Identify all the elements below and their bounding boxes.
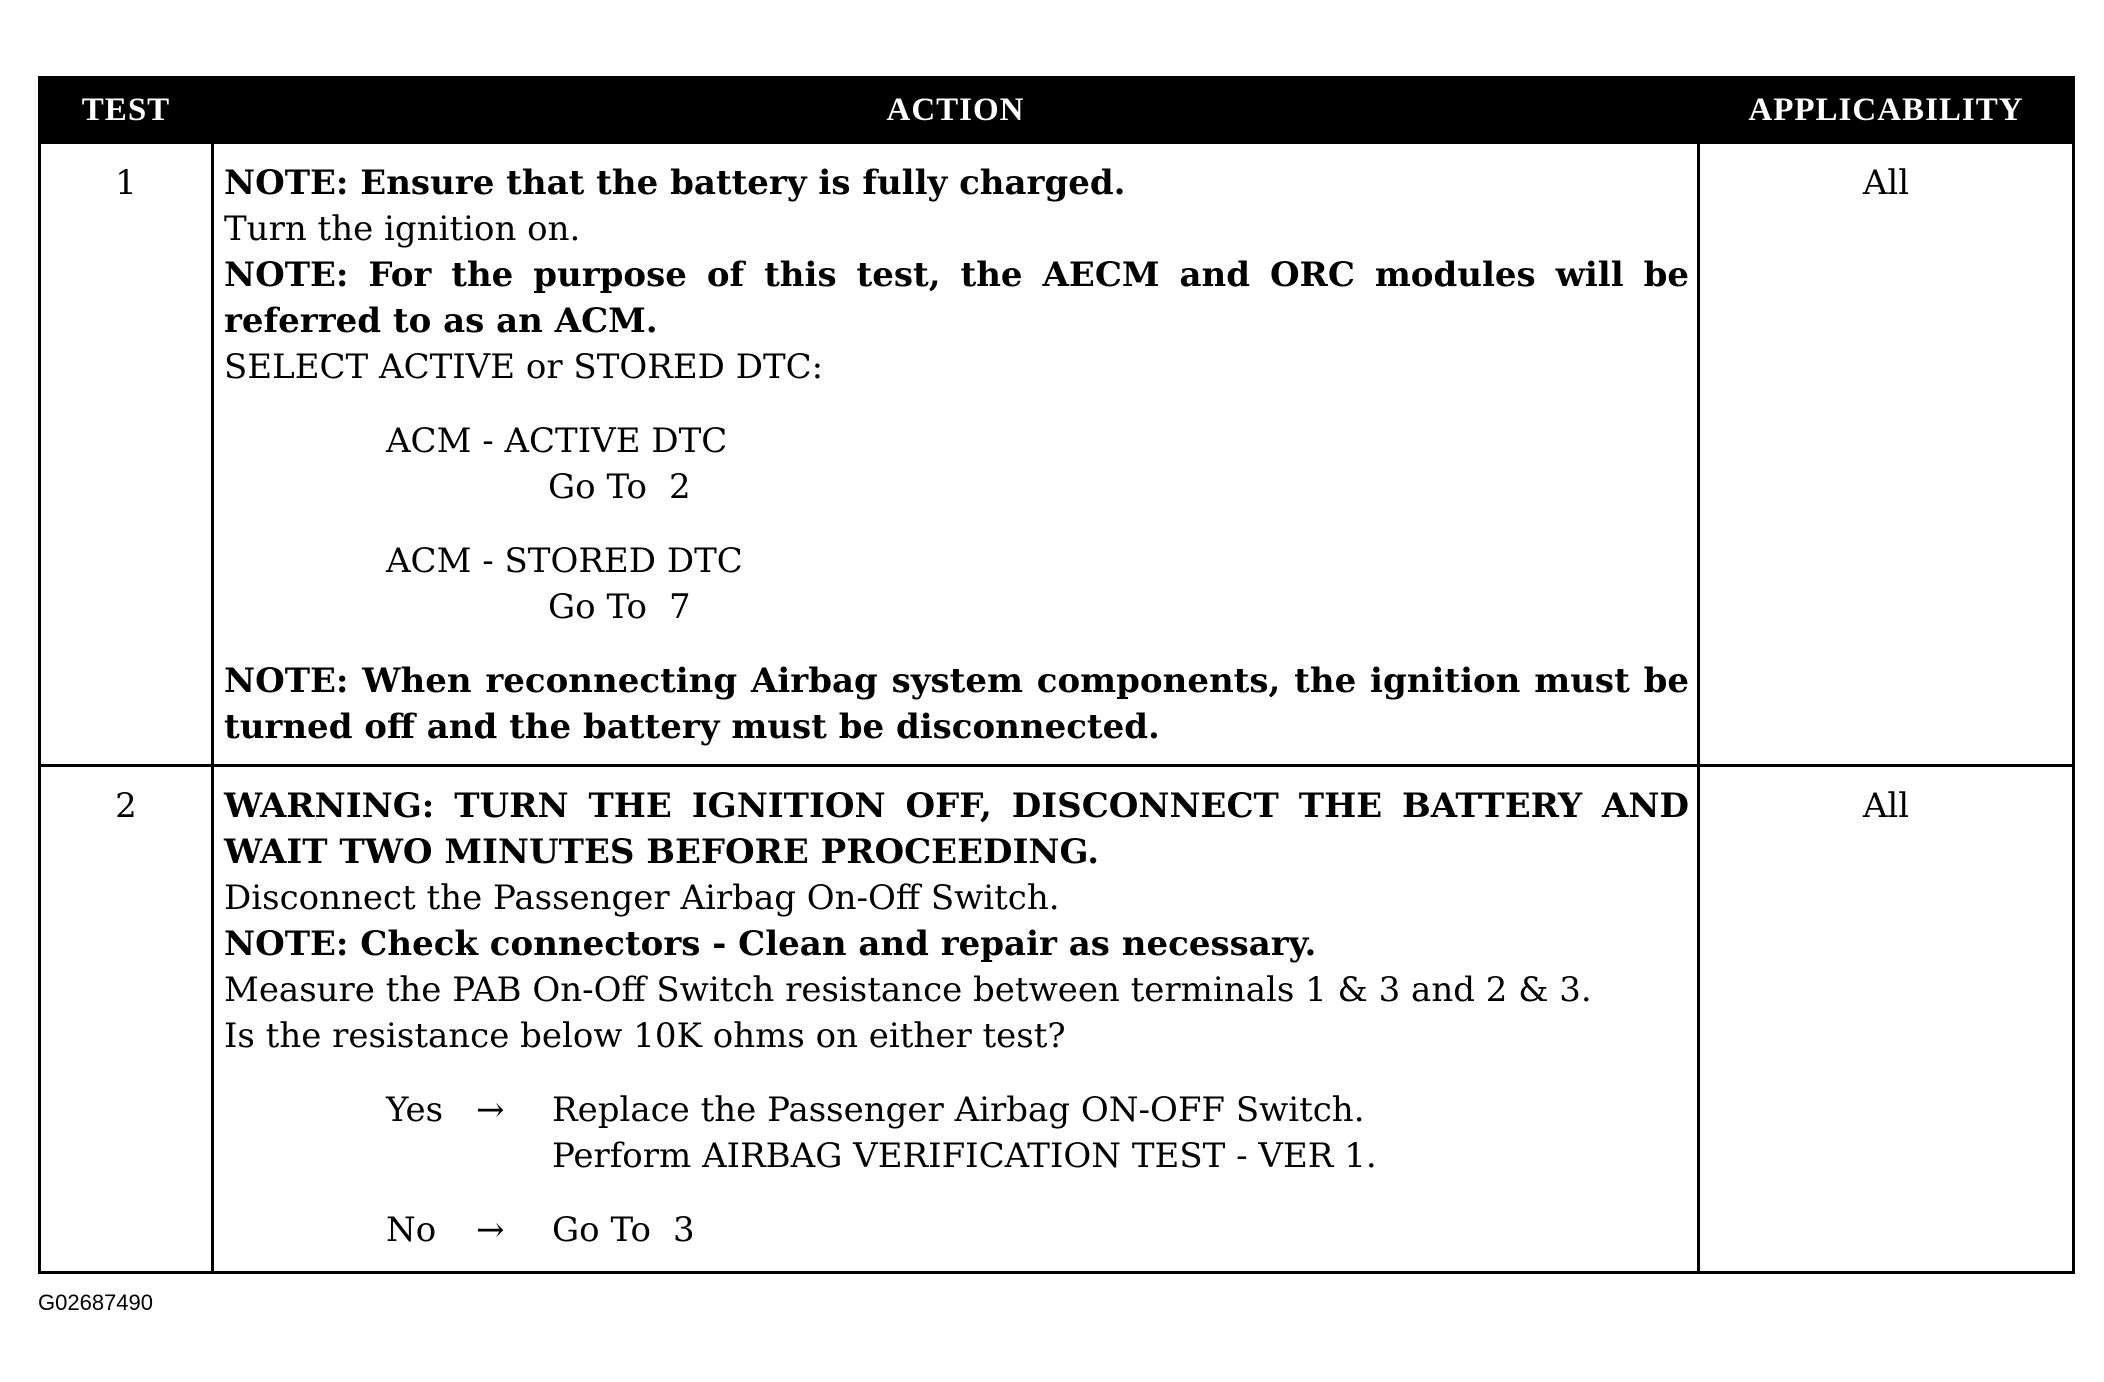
goto-instruction — [224, 464, 1689, 510]
step-measure-resistance: Measure the PAB On-Off Switch resistance between terminals 1 & 3 and 2 & 3. — [224, 970, 1592, 1010]
note-reconnecting: NOTE: When reconnecting Airbag system components, the ignition must be turned off and the battery must be disconnected. — [224, 661, 1689, 747]
note-module-naming: NOTE: For the purpose of this test, the AECM and ORC modules will be referred to as an ACM. — [224, 255, 1689, 341]
step-ignition-on: Turn the ignition on. — [224, 209, 581, 249]
option-label: ACM - ACTIVE DTC — [386, 421, 728, 461]
header-action: ACTION — [213, 78, 1699, 143]
table-row — [40, 143, 2074, 766]
goto-number: 3 — [672, 1210, 695, 1250]
goto-number: 7 — [668, 587, 691, 627]
figure-id: G02687490 — [38, 1290, 153, 1315]
test-number: 2 — [40, 766, 213, 1273]
table-row — [40, 766, 2074, 1273]
note-battery: NOTE: Ensure that the battery is fully charged. — [224, 163, 1126, 203]
dtc-option-active — [224, 418, 1689, 510]
action-cell — [213, 766, 1699, 1273]
diagnostic-test-table — [38, 76, 2075, 1274]
yes-action-replace: Replace the Passenger Airbag ON-OFF Switch. — [552, 1090, 1365, 1130]
dtc-option-stored — [224, 538, 1689, 630]
goto-instruction — [224, 584, 1689, 630]
warning-text: WARNING: TURN THE IGNITION OFF, DISCONNECT THE BATTERY AND WAIT TWO MINUTES BEFORE PROCEEDING. — [224, 786, 1689, 872]
header-test: TEST — [40, 78, 213, 143]
goto-label: Go To — [552, 1210, 651, 1250]
answer-yes — [224, 1087, 1689, 1179]
test-number: 1 — [40, 143, 213, 766]
header-applicability: APPLICABILITY — [1699, 78, 2074, 143]
note-connectors: NOTE: Check connectors - Clean and repair as necessary. — [224, 924, 1317, 964]
applicability-cell: All — [1699, 143, 2074, 766]
applicability-cell: All — [1699, 766, 2074, 1273]
table-header-row — [40, 78, 2074, 143]
resistance-question: Is the resistance below 10K ohms on either test? — [224, 1016, 1066, 1056]
no-label: No — [386, 1210, 437, 1250]
option-label: ACM - STORED DTC — [386, 541, 743, 581]
right-arrow-icon: → — [476, 1210, 505, 1250]
goto-number: 2 — [668, 467, 691, 507]
right-arrow-icon: → — [476, 1090, 505, 1130]
goto-label: Go To — [548, 467, 647, 507]
goto-instruction — [552, 1207, 695, 1253]
step-disconnect-switch: Disconnect the Passenger Airbag On-Off Switch. — [224, 878, 1060, 918]
goto-label: Go To — [548, 587, 647, 627]
action-cell — [213, 143, 1699, 766]
yes-label: Yes — [386, 1090, 444, 1130]
yes-action-verify: Perform AIRBAG VERIFICATION TEST - VER 1. — [552, 1136, 1377, 1176]
answer-no — [224, 1207, 1689, 1253]
select-dtc-prompt: SELECT ACTIVE or STORED DTC: — [224, 347, 824, 387]
